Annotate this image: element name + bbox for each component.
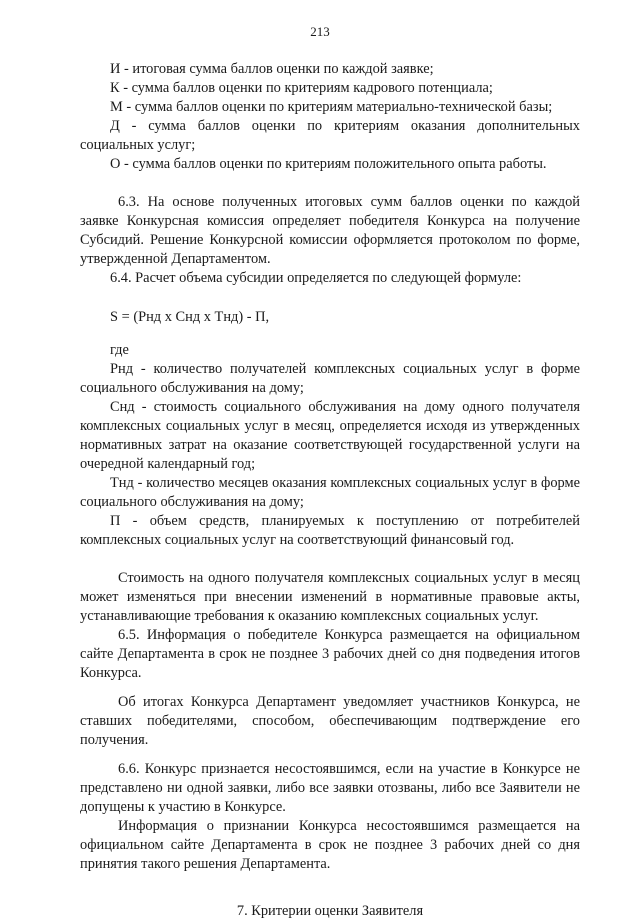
clause-6-5: 6.5. Информация о победителе Конкурса размещается на официальном сайте Департамента в срок не позднее 3 рабочих дней со дня подведения итогов Конкурса. — [80, 627, 580, 681]
section-7-heading: 7. Критерии оценки Заявителя — [236, 903, 424, 919]
definition-d: Д - сумма баллов оценки по критериям оказания дополнительных социальных услуг; — [80, 118, 580, 153]
where-label: где — [110, 342, 129, 358]
failed-notice: Информация о признании Конкурса несостоявшимся размещается на официальном сайте Департамента в срок не позднее 3 рабочих дней со дня принятия такого решения Департамента. — [80, 818, 580, 872]
variable-tnd: Тнд - количество месяцев оказания комплексных социальных услуг в форме социального обслуживания на дому; — [80, 475, 580, 510]
clause-6-3: 6.3. На основе полученных итоговых сумм баллов оценки по каждой заявке Конкурсная комиссия определяет победителя Конкурса на получение Субсидий. Решение Конкурсной комиссии оформляется протоколом по форме, утвержденной Департаментом. — [80, 194, 580, 267]
definition-o: О - сумма баллов оценки по критериям положительного опыта работы. — [110, 156, 547, 172]
definition-i: И - итоговая сумма баллов оценки по каждой заявке; — [110, 61, 434, 77]
definition-m: М - сумма баллов оценки по критериям материально-технической базы; — [110, 99, 553, 115]
variable-snd: Снд - стоимость социального обслуживания на дому одного получателя комплексных социальных услуг в месяц, определяется исходя из утвержденных нормативных затрат на оказание соответствующей государственной услуги на очередной календарный год; — [80, 399, 580, 472]
cost-note: Стоимость на одного получателя комплексных социальных услуг в месяц может изменяться при внесении изменений в нормативные правовые акты, устанавливающие требования к оказанию комплексных социальных услуг. — [80, 570, 580, 624]
definition-k: К - сумма баллов оценки по критериям кадрового потенциала; — [110, 80, 493, 96]
document-body — [80, 60, 580, 921]
page-number: 213 — [310, 24, 330, 39]
subsidy-formula: S = (Рнд x Снд x Тнд) - П, — [110, 309, 270, 325]
clause-6-4: 6.4. Расчет объема субсидии определяется по следующей формуле: — [110, 270, 522, 286]
variable-p: П - объем средств, планируемых к поступлению от потребителей комплексных социальных услуг на соответствующий финансовый год. — [80, 513, 580, 548]
variable-rnd: Рнд - количество получателей комплексных социальных услуг в форме социального обслуживания на дому; — [80, 361, 580, 396]
results-notice: Об итогах Конкурса Департамент уведомляет участников Конкурса, не ставших победителями, способом, обеспечивающим подтверждение его получения. — [80, 694, 580, 748]
clause-6-6: 6.6. Конкурс признается несостоявшимся, если на участие в Конкурсе не представлено ни одной заявки, либо все заявки отозваны, либо все Заявители не допущены к участию в Конкурсе. — [80, 761, 580, 815]
